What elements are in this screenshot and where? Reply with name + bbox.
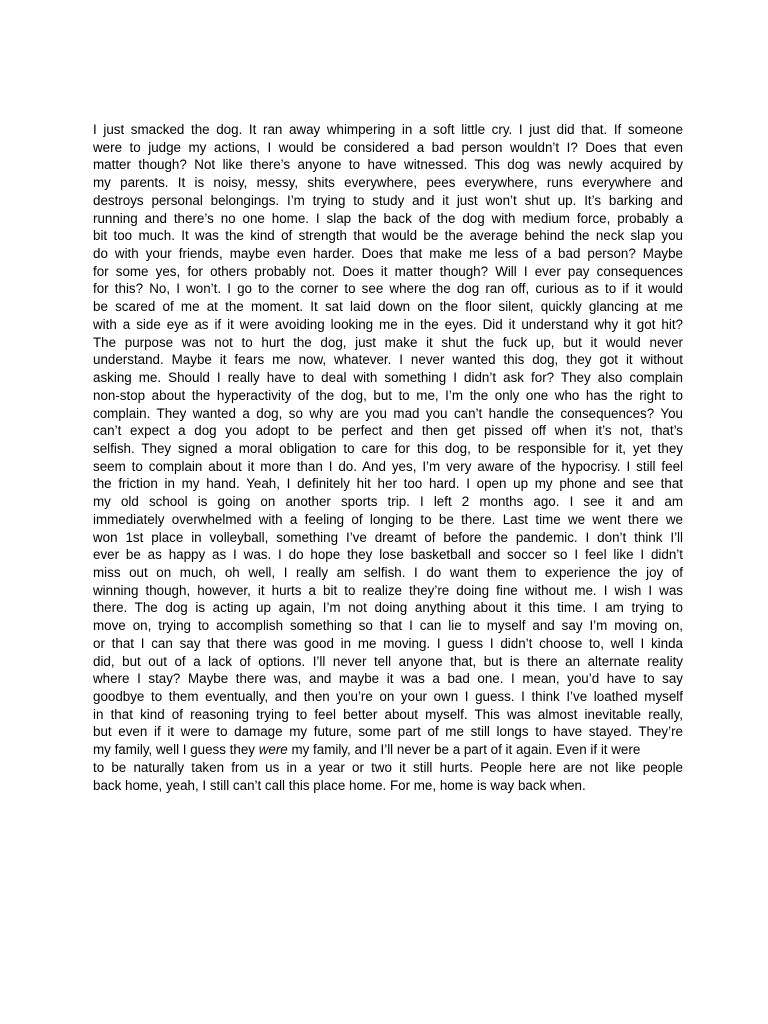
text-line: ever be as happy as I was. I do hope they lose basketball and soccer so I feel like I didn’t	[93, 547, 683, 563]
text-line: did, but out of a lack of options. I’ll never tell anyone that, but is there an alternate reality	[93, 653, 683, 669]
text-line: miss out on much, oh well, I really am selfish. I do want them to experience the joy of	[93, 564, 683, 580]
text-line: there. The dog is acting up again, I’m not doing anything about it this time. I am trying to	[93, 600, 683, 616]
text-line: non-stop about the hyperactivity of the dog, but to me, I’m the only one who has the right to	[93, 387, 683, 403]
text-line: matter though? Not like there’s anyone to have witnessed. This dog was newly acquired by	[93, 157, 683, 173]
text-line: goodbye to them eventually, and then you’re on your own I guess. I think I’ve loathed myself	[93, 689, 683, 704]
text-segment: my family, and I’ll never be a part of it again. Even if it were	[287, 742, 641, 758]
text-line: running and there’s no one home. I slap the back of the dog with medium force, probably a	[93, 210, 683, 226]
text-line: I just smacked the dog. It ran away whimpering in a soft little cry. I just did that. If someone	[93, 122, 683, 137]
text-line: with a side eye as if it were avoiding looking me in the eyes. Did it understand why it got hit?	[93, 316, 683, 332]
text-line: asking me. Should I really have to deal with something I didn’t ask for? They also complain	[93, 370, 683, 386]
text-line: but even if it were to damage my future, some part of me still longs to have stayed. They’re	[93, 724, 683, 740]
text-line: destroys personal belongings. I’m trying to study and it just won’t shut up. It’s barking and	[93, 192, 683, 208]
text-line: winning though, however, it hurts a bit to realize they’re doing fine without me. I wish I was	[93, 582, 683, 598]
journal-text-block	[93, 121, 683, 794]
text-line: be scared of me at the moment. It sat laid down on the floor silent, quickly glancing at me	[93, 299, 683, 315]
text-line: were to judge my actions, I would be considered a bad person wouldn’t I? Does that even	[93, 139, 683, 155]
text-line: for some yes, for others probably not. Does it matter though? Will I ever pay consequences	[93, 263, 683, 279]
text-line: where I stay? Maybe there was, and maybe it was a bad one. I mean, you’d have to say	[93, 671, 683, 687]
text-line: my old school is going on another sports trip. I left 2 months ago. I see it and am	[93, 494, 683, 510]
text-line: won 1st place in volleyball, something I’ve dreamt of before the pandemic. I don’t think I’ll	[93, 529, 683, 545]
text-line: or that I can say that there was good in me moving. I guess I didn’t choose to, well I kinda	[93, 635, 683, 651]
text-line: can’t expect a dog you adopt to be perfect and then get pissed off when it’s not, that’s	[93, 423, 683, 439]
text-line-with-emphasis	[93, 741, 683, 759]
text-line: in that kind of reasoning trying to feel better about myself. This was almost inevitable really,	[93, 706, 683, 722]
text-line: understand. Maybe it fears me now, whatever. I never wanted this dog, they got it without	[93, 352, 683, 368]
text-line: complain. They wanted a dog, so why are you mad you can’t handle the consequences? You	[93, 405, 683, 421]
text-line: to be naturally taken from us in a year or two it still hurts. People here are not like people	[93, 759, 683, 775]
text-line: my parents. It is noisy, messy, shits everywhere, pees everywhere, runs everywhere and	[93, 175, 683, 191]
emphasized-word: were	[258, 742, 288, 758]
text-segment: my family, well I guess they	[93, 742, 259, 758]
text-line: selfish. They signed a moral obligation to care for this dog, to be responsible for it, yet they	[93, 440, 683, 456]
text-line: do with your friends, maybe even harder. Does that make me less of a bad person? Maybe	[93, 246, 683, 262]
text-line: immediately overwhelmed with a feeling of longing to be there. Last time we went there we	[93, 511, 683, 527]
text-line: bit too much. It was the kind of strength that would be the average behind the neck slap you	[93, 228, 683, 244]
text-line: for this? No, I won’t. I go to the corner to see where the dog ran off, curious as to if it would	[93, 281, 683, 297]
text-line: back home, yeah, I still can’t call this place home. For me, home is way back when.	[93, 777, 586, 793]
text-line: The purpose was not to hurt the dog, just make it shut the fuck up, but it would never	[93, 334, 683, 350]
text-line: the friction in my hand. Yeah, I definitely hit her too hard. I open up my phone and see that	[93, 476, 683, 492]
text-line: move on, trying to accomplish something so that I can lie to myself and say I’m moving on,	[93, 618, 683, 634]
text-line: seem to complain about it more than I do. And yes, I’m very aware of the hypocrisy. I still feel	[93, 458, 683, 474]
